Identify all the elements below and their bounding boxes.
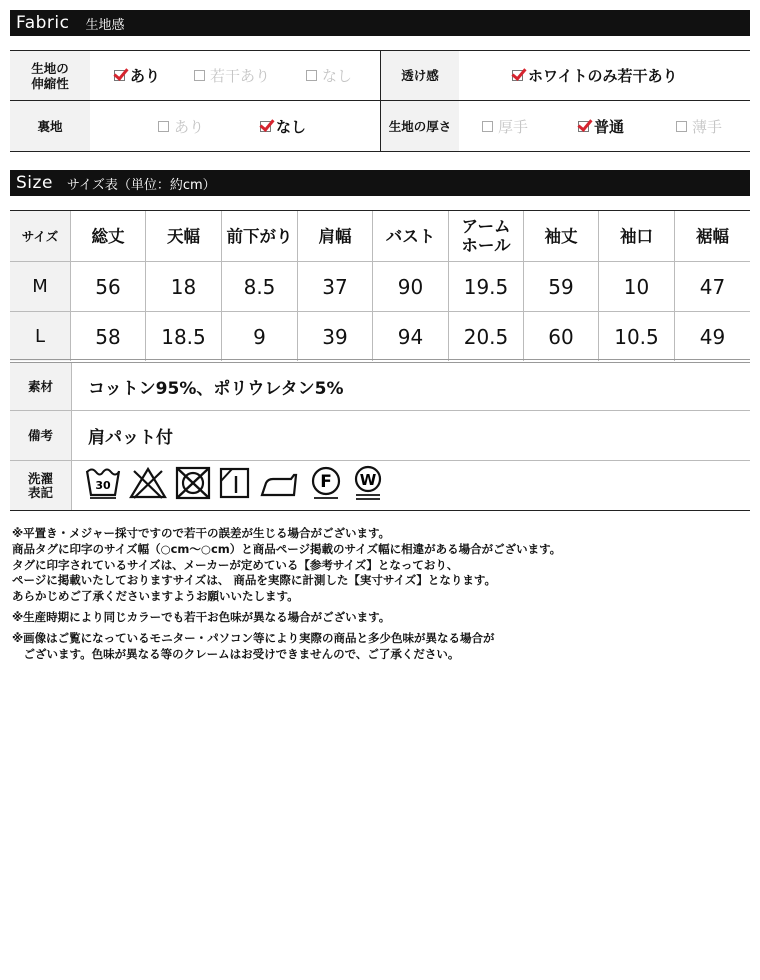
size-value-cell: 10.5: [598, 312, 674, 361]
note-line: タグに印字されているサイズは、メーカーが定めている【参考サイズ】となっており、: [12, 557, 459, 572]
note-line: あらかじめご了承くださいますようお願いいたします。: [12, 589, 299, 604]
size-column-header: 総丈: [70, 211, 145, 261]
stretch-label-line2: 伸縮性: [31, 75, 69, 91]
size-value-cell: 56: [70, 262, 145, 311]
care-icons: [84, 465, 386, 501]
checkbox-unchecked-icon: [158, 121, 169, 132]
size-value-cell: 90: [372, 262, 448, 311]
option-label: あり: [130, 67, 161, 85]
sheer-label-text: 透け感: [401, 68, 439, 83]
size-header-jp: サイズ表（単位：約cm）: [66, 177, 216, 193]
size-value-cell: 18.5: [145, 312, 221, 361]
stretch-label: [10, 51, 90, 100]
note-line: ※平置き・メジャー採寸ですので若干の誤差が生じる場合がございます。: [12, 526, 391, 540]
note-line: ※画像はご覧になっているモニター・パソコン等により実際の商品と多少色味が異なる場合が: [12, 630, 495, 645]
note-line: ございます。色味が異なる等のクレームはお受けできませんので、ご了承ください。: [12, 646, 460, 661]
lining-option-yes[interactable]: [158, 101, 204, 151]
material-row: [10, 363, 750, 411]
no-tumble-dry-icon: [174, 465, 212, 501]
checkbox-unchecked-icon: [482, 121, 493, 132]
size-name-cell: L: [10, 312, 70, 361]
size-value-cell: 20.5: [448, 312, 523, 361]
remarks-row: [10, 411, 750, 461]
wet-clean-letter: W: [359, 471, 377, 489]
size-value-cell: 60: [523, 312, 598, 361]
size-name-cell: M: [10, 262, 70, 311]
size-column-header: 裾幅: [674, 211, 750, 261]
size-value-cell: 10: [598, 262, 674, 311]
size-column-header: 肩幅: [297, 211, 372, 261]
size-value-cell: 49: [674, 312, 750, 361]
size-column-header: アーム ホール: [448, 211, 523, 261]
stretch-option-slight[interactable]: [194, 51, 270, 100]
option-label: なし: [322, 67, 353, 85]
fabric-row-2: [10, 101, 750, 151]
size-value-cell: 8.5: [221, 262, 297, 311]
remarks-label: 備考: [10, 411, 72, 460]
fabric-row-1: [10, 51, 750, 101]
size-value-cell: 94: [372, 312, 448, 361]
note-line: 商品タグに印字のサイズ幅（○cm～○cm）と商品ページ掲載のサイズ幅に相違がある場合がございます。: [12, 541, 562, 556]
size-column-header: 袖丈: [523, 211, 598, 261]
size-table: [10, 210, 750, 361]
iron-low-icon: [258, 465, 302, 501]
option-label: 普通: [594, 117, 625, 136]
checkbox-unchecked-icon: [676, 121, 687, 132]
remarks-value: 肩パット付: [88, 428, 173, 448]
dry-clean-f-icon: [308, 465, 344, 501]
fabric-header-en: Fabric: [16, 13, 70, 33]
thickness-option-normal[interactable]: [578, 101, 624, 151]
size-value-cell: 39: [297, 312, 372, 361]
care-label-line2: 表記: [27, 484, 53, 500]
size-value-cell: 18: [145, 262, 221, 311]
size-table-header: [10, 211, 750, 262]
fabric-header-jp: 生地感: [85, 17, 125, 33]
fabric-table: [10, 50, 750, 152]
stretch-label-line1: 生地の: [31, 60, 69, 76]
note-line: ページに掲載いたしておりますサイズは、 商品を実際に計測した【実寸サイズ】となります。: [12, 573, 497, 588]
wet-clean-w-icon: [350, 465, 386, 501]
checkbox-unchecked-icon: [306, 70, 317, 81]
size-column-header: サイズ: [10, 211, 70, 261]
size-row-l: [10, 312, 750, 361]
care-label-line1: 洗濯: [27, 470, 53, 486]
checkbox-checked-icon: [114, 70, 125, 81]
stretch-option-yes[interactable]: [114, 51, 160, 100]
checkbox-unchecked-icon: [194, 70, 205, 81]
wash-30-icon: [84, 465, 122, 501]
wash-temp-text: 30: [95, 479, 111, 492]
size-value-cell: 9: [221, 312, 297, 361]
size-value-cell: 59: [523, 262, 598, 311]
size-value-cell: 47: [674, 262, 750, 311]
material-label: 素材: [10, 363, 72, 410]
thickness-label-text: 生地の厚さ: [388, 118, 452, 134]
stretch-option-no[interactable]: [306, 51, 352, 100]
thickness-label: [381, 101, 459, 151]
sheer-label: [381, 51, 459, 100]
checkbox-checked-icon: [578, 121, 589, 132]
size-value-cell: 19.5: [448, 262, 523, 311]
size-column-header: 前下がり: [221, 211, 297, 261]
size-column-header: 天幅: [145, 211, 221, 261]
care-row: [10, 461, 750, 511]
size-header-en: Size: [16, 173, 53, 193]
option-label: ホワイトのみ若干あり: [528, 67, 678, 85]
fabric-section-header: [10, 10, 750, 36]
thickness-option-thick[interactable]: [482, 101, 528, 151]
lining-option-no[interactable]: [260, 101, 306, 151]
notes-block: [12, 526, 748, 662]
no-bleach-icon: [128, 465, 168, 501]
thickness-option-thin[interactable]: [676, 101, 722, 151]
line-dry-shade-icon: [218, 465, 252, 501]
option-label: 薄手: [692, 117, 723, 136]
option-label: なし: [276, 117, 307, 136]
lining-label: [10, 101, 90, 151]
sheer-option-white[interactable]: [512, 51, 678, 100]
size-value-cell: 37: [297, 262, 372, 311]
checkbox-checked-icon: [260, 121, 271, 132]
checkbox-checked-icon: [512, 70, 523, 81]
size-column-header: バスト: [372, 211, 448, 261]
dry-clean-letter: F: [320, 472, 332, 492]
option-label: 若干あり: [210, 67, 271, 85]
lining-label-text: 裏地: [37, 118, 63, 134]
size-row-m: [10, 262, 750, 312]
size-column-header: 袖口: [598, 211, 674, 261]
size-section-header: [10, 170, 750, 196]
option-label: あり: [174, 117, 205, 136]
size-value-cell: 58: [70, 312, 145, 361]
option-label: 厚手: [498, 117, 529, 136]
care-label: [10, 461, 72, 510]
material-value: コットン95%、ポリウレタン5%: [88, 379, 344, 399]
note-line: ※生産時期により同じカラーでも若干お色味が異なる場合がございます。: [12, 609, 391, 624]
